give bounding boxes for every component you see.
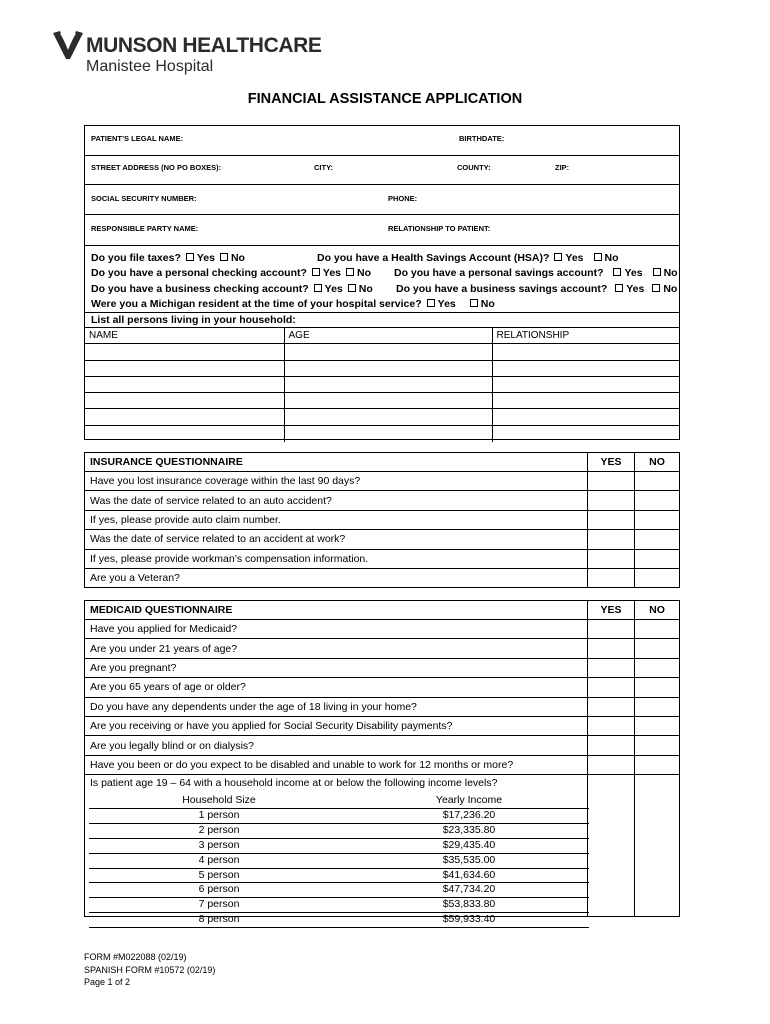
no-cell[interactable] [635,472,680,491]
yearly-income-cell: $23,335.80 [349,823,589,838]
question-text: Have you applied for Medicaid? [85,620,588,639]
relationship-cell[interactable] [492,376,679,392]
table-row [89,808,589,823]
yes-column-header: YES [588,601,635,620]
table-header-row [89,794,589,808]
zip-field[interactable]: ZIP: [555,163,570,172]
yes-cell[interactable] [588,530,635,549]
relationship-to-patient-field[interactable]: RELATIONSHIP TO PATIENT: [388,224,491,233]
personal-checking-yes-checkbox[interactable] [312,268,320,276]
no-cell[interactable] [635,755,680,774]
michigan-resident-question: Were you a Michigan resident at the time of your hospital service? Yes No [91,298,495,310]
form-number: FORM #M022088 (02/19) [84,952,187,962]
hsa-no-checkbox[interactable] [594,253,602,261]
no-cell[interactable] [635,510,680,529]
relationship-cell[interactable] [492,425,679,441]
yes-cell[interactable] [588,716,635,735]
personal-savings-question: Do you have a personal savings account? Yes No [394,267,678,279]
birthdate-field[interactable]: BIRTHDATE: [459,134,505,143]
name-cell[interactable] [85,360,284,376]
no-cell[interactable] [635,658,680,677]
munson-v-logo-icon [52,30,84,60]
divider [85,245,679,246]
table-row [85,620,680,639]
table-row [89,823,589,838]
question-text: Are you under 21 years of age? [85,639,588,658]
no-cell[interactable] [635,568,680,587]
yes-cell[interactable] [588,472,635,491]
income-levels-table [89,794,589,928]
spanish-form-number: SPANISH FORM #10572 (02/19) [84,964,216,975]
business-checking-yes-checkbox[interactable] [314,284,322,292]
household-size-cell: 6 person [89,883,349,898]
yearly-income-cell: $59,933.40 [349,913,589,928]
no-cell[interactable] [635,678,680,697]
file-taxes-yes-checkbox[interactable] [186,253,194,261]
responsible-party-field[interactable]: RESPONSIBLE PARTY NAME: [91,224,199,233]
table-row [89,838,589,853]
ssn-field[interactable]: SOCIAL SECURITY NUMBER: [91,194,197,203]
table-row [89,883,589,898]
street-address-field[interactable]: STREET ADDRESS (NO PO BOXES): [91,163,222,172]
county-field[interactable]: COUNTY: [457,163,491,172]
yes-cell[interactable] [588,755,635,774]
household-size-cell: 8 person [89,913,349,928]
yes-cell[interactable] [588,549,635,568]
personal-checking-no-checkbox[interactable] [346,268,354,276]
yes-cell[interactable] [588,775,635,917]
question-text: Are you a Veteran? [85,568,588,587]
no-cell[interactable] [635,697,680,716]
relationship-cell[interactable] [492,360,679,376]
name-cell[interactable] [85,409,284,425]
no-column-header: NO [635,453,680,472]
table-row [89,898,589,913]
table-row [85,697,680,716]
relationship-cell[interactable] [492,344,679,360]
yes-cell[interactable] [588,639,635,658]
no-cell[interactable] [635,716,680,735]
michigan-resident-no-checkbox[interactable] [470,299,478,307]
table-header-row [85,453,680,472]
personal-checking-question: Do you have a personal checking account? Yes No [91,267,372,279]
table-row [85,510,680,529]
table-row [85,678,680,697]
page-footer [84,951,215,989]
household-size-cell: 3 person [89,838,349,853]
table-row [85,568,680,587]
no-cell[interactable] [635,491,680,510]
phone-field[interactable]: PHONE: [388,194,418,203]
question-text: Are you receiving or have you applied for Social Security Disability payments? [85,716,588,735]
insurance-title: INSURANCE QUESTIONNAIRE [85,453,588,472]
question-text: Was the date of service related to an auto accident? [85,491,588,510]
household-size-cell: 2 person [89,823,349,838]
table-header-row [85,328,679,344]
column-header-name: NAME [85,328,284,344]
household-list-title: List all persons living in your household: [91,314,296,326]
hsa-yes-checkbox[interactable] [554,253,562,261]
table-row [85,755,680,774]
yearly-income-cell: $41,634.60 [349,868,589,883]
table-row [85,393,679,409]
no-cell[interactable] [635,639,680,658]
household-table [85,327,679,442]
no-column-header: NO [635,601,680,620]
file-taxes-question: Do you file taxes? Yes No [91,252,245,264]
table-row [85,530,680,549]
city-field[interactable]: CITY: [314,163,334,172]
age-cell[interactable] [284,360,492,376]
insurance-questionnaire-table [84,452,680,588]
no-cell[interactable] [635,775,680,917]
question-text: Are you 65 years of age or older? [85,678,588,697]
relationship-cell[interactable] [492,393,679,409]
column-header-relationship: RELATIONSHIP [492,328,679,344]
table-row [85,344,679,360]
table-row [85,472,680,491]
page-number: Page 1 of 2 [84,977,131,988]
income-question-text: Is patient age 19 – 64 with a household income at or below the following income levels? [85,775,588,917]
age-cell[interactable] [284,425,492,441]
age-cell[interactable] [284,393,492,409]
org-name: MUNSON HEALTHCARE [86,34,322,57]
question-text: If yes, please provide workman’s compensation information. [85,549,588,568]
business-savings-question: Do you have a business savings account? Yes No [396,283,678,295]
yearly-income-cell: $35,535.00 [349,853,589,868]
medicaid-title: MEDICAID QUESTIONNAIRE [85,601,588,620]
question-text: Do you have any dependents under the age of 18 living in your home? [85,697,588,716]
question-text: Are you pregnant? [85,658,588,677]
table-row [85,425,679,441]
michigan-resident-yes-checkbox[interactable] [427,299,435,307]
table-row [89,913,589,928]
household-size-cell: 4 person [89,853,349,868]
name-cell[interactable] [85,425,284,441]
table-row [85,549,680,568]
no-cell[interactable] [635,736,680,755]
question-text: Have you lost insurance coverage within the last 90 days? [85,472,588,491]
table-row [85,491,680,510]
hsa-question: Do you have a Health Savings Account (HSA)? Yes No [317,252,619,264]
divider [85,312,679,313]
yes-cell[interactable] [588,678,635,697]
business-checking-question: Do you have a business checking account? Yes No [91,283,373,295]
yearly-income-cell: $17,236.20 [349,808,589,823]
no-cell[interactable] [635,549,680,568]
table-row [85,409,679,425]
age-cell[interactable] [284,376,492,392]
yes-cell[interactable] [588,491,635,510]
table-row [85,639,680,658]
yes-cell[interactable] [588,658,635,677]
table-row [85,360,679,376]
hospital-name: Manistee Hospital [86,58,214,75]
table-row [85,736,680,755]
table-row [89,868,589,883]
page-title: FINANCIAL ASSISTANCE APPLICATION [247,91,523,107]
yes-cell[interactable] [588,620,635,639]
munson-logo [52,30,322,80]
yes-cell[interactable] [588,510,635,529]
yes-column-header: YES [588,453,635,472]
yes-cell[interactable] [588,697,635,716]
personal-savings-no-checkbox[interactable] [653,268,661,276]
table-row [85,716,680,735]
business-savings-yes-checkbox[interactable] [615,284,623,292]
table-row [85,658,680,677]
question-text: Was the date of service related to an accident at work? [85,530,588,549]
yes-cell[interactable] [588,568,635,587]
household-size-cell: 7 person [89,898,349,913]
patient-legal-name-field[interactable]: PATIENT’S LEGAL NAME: [91,134,184,143]
yearly-income-header: Yearly Income [349,794,589,808]
age-cell[interactable] [284,409,492,425]
divider [85,214,679,215]
question-text: Are you legally blind or on dialysis? [85,736,588,755]
business-checking-no-checkbox[interactable] [348,284,356,292]
patient-info-section [84,125,680,440]
divider [85,184,679,185]
table-row [89,853,589,868]
relationship-cell[interactable] [492,409,679,425]
no-cell[interactable] [635,620,680,639]
household-size-header: Household Size [89,794,349,808]
yearly-income-cell: $53,833.80 [349,898,589,913]
name-cell[interactable] [85,344,284,360]
table-header-row [85,601,680,620]
divider [85,155,679,156]
question-text: If yes, please provide auto claim number. [85,510,588,529]
yearly-income-cell: $29,435.40 [349,838,589,853]
yearly-income-cell: $47,734.20 [349,883,589,898]
yes-cell[interactable] [588,736,635,755]
personal-savings-yes-checkbox[interactable] [613,268,621,276]
name-cell[interactable] [85,393,284,409]
no-cell[interactable] [635,530,680,549]
column-header-age: AGE [284,328,492,344]
table-row [85,376,679,392]
question-text: Have you been or do you expect to be disabled and unable to work for 12 months or more? [85,755,588,774]
household-size-cell: 5 person [89,868,349,883]
age-cell[interactable] [284,344,492,360]
name-cell[interactable] [85,376,284,392]
file-taxes-no-checkbox[interactable] [220,253,228,261]
business-savings-no-checkbox[interactable] [652,284,660,292]
household-size-cell: 1 person [89,808,349,823]
